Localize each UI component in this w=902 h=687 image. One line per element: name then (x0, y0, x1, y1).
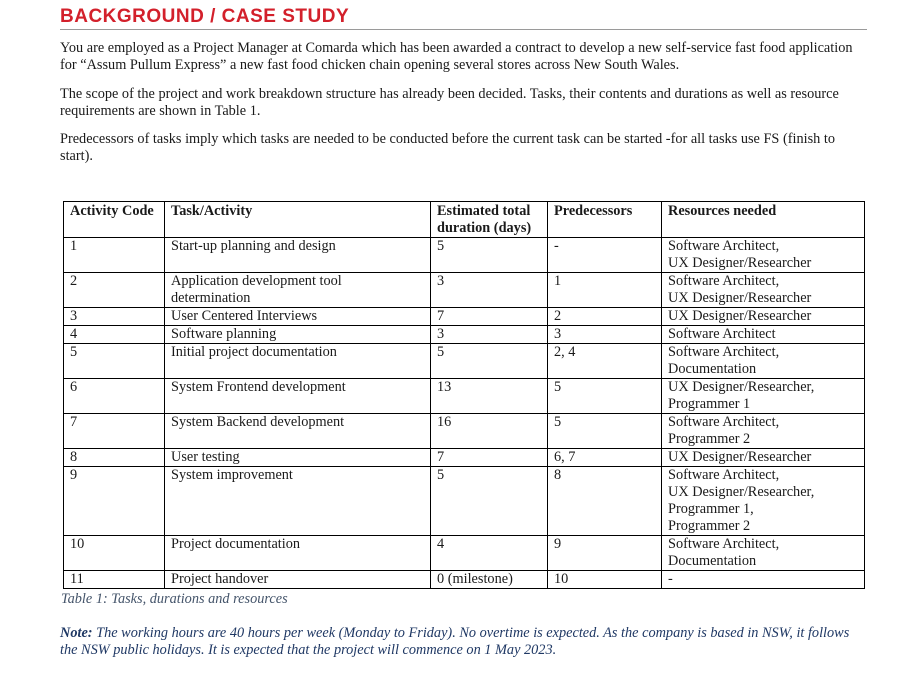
cell-activity-code: 4 (64, 326, 165, 344)
cell-activity-code: 2 (64, 273, 165, 308)
resource-line: Software Architect, (668, 344, 780, 360)
resource-line: Software Architect (668, 326, 776, 342)
cell-resources (662, 238, 865, 273)
cell-predecessors: 3 (548, 326, 662, 344)
cell-task: Application development tool determination (165, 273, 431, 308)
cell-duration: 5 (431, 238, 548, 273)
cell-duration: 7 (431, 449, 548, 467)
cell-duration: 7 (431, 308, 548, 326)
resource-line: UX Designer/Researcher, (668, 379, 815, 395)
cell-resources (662, 326, 865, 344)
note-text: The working hours are 40 hours per week (Monday to Friday). No overtime is expected. As the company is based in NSW, it follows the NSW public holidays. It is expected that the project will commence on 1 May 2023. (60, 625, 850, 658)
scope-paragraph: The scope of the project and work breakdown structure has already been decided. Tasks, their contents and durations as well as resource requirements are shown in Table 1. (60, 86, 839, 119)
resource-line: UX Designer/Researcher (668, 449, 812, 465)
cell-activity-code: 11 (64, 571, 165, 589)
cell-resources (662, 467, 865, 536)
resource-line: Documentation (668, 553, 757, 569)
table-caption: Table 1: Tasks, durations and resources (61, 591, 288, 607)
resource-line: Software Architect, (668, 467, 780, 483)
table-row (64, 536, 865, 571)
table-row (64, 238, 865, 273)
resource-line: Software Architect, (668, 536, 780, 552)
cell-activity-code: 7 (64, 414, 165, 449)
cell-duration: 5 (431, 467, 548, 536)
cell-activity-code: 3 (64, 308, 165, 326)
cell-predecessors: 1 (548, 273, 662, 308)
cell-resources (662, 536, 865, 571)
resource-line: Software Architect, (668, 273, 780, 289)
heading-divider (60, 29, 867, 30)
cell-task: Software planning (165, 326, 431, 344)
cell-predecessors: 6, 7 (548, 449, 662, 467)
cell-predecessors: - (548, 238, 662, 273)
header-task-activity: Task/Activity (165, 202, 431, 238)
table-row (64, 414, 865, 449)
table-body (64, 238, 865, 589)
cell-activity-code: 8 (64, 449, 165, 467)
cell-duration: 13 (431, 379, 548, 414)
table-row (64, 273, 865, 308)
cell-duration: 3 (431, 326, 548, 344)
cell-activity-code: 5 (64, 344, 165, 379)
cell-duration: 16 (431, 414, 548, 449)
header-predecessors: Predecessors (548, 202, 662, 238)
table-row (64, 326, 865, 344)
cell-predecessors: 9 (548, 536, 662, 571)
table-header (64, 202, 865, 238)
header-activity-code: Activity Code (64, 202, 165, 238)
resource-line: Documentation (668, 361, 757, 377)
header-row (64, 202, 865, 238)
cell-task: Initial project documentation (165, 344, 431, 379)
resource-line: UX Designer/Researcher, (668, 484, 815, 500)
table-row (64, 379, 865, 414)
cell-resources (662, 344, 865, 379)
table-row (64, 467, 865, 536)
resource-line: UX Designer/Researcher (668, 308, 812, 324)
resource-line: UX Designer/Researcher (668, 255, 812, 271)
section-heading: BACKGROUND / CASE STUDY (60, 6, 350, 27)
cell-task: User testing (165, 449, 431, 467)
resource-line: Software Architect, (668, 414, 780, 430)
table-row (64, 308, 865, 326)
cell-task: System improvement (165, 467, 431, 536)
resource-line: UX Designer/Researcher (668, 290, 812, 306)
cell-predecessors: 8 (548, 467, 662, 536)
header-resources: Resources needed (662, 202, 865, 238)
resource-line: - (668, 571, 673, 587)
cell-task: User Centered Interviews (165, 308, 431, 326)
cell-task: System Frontend development (165, 379, 431, 414)
cell-resources (662, 308, 865, 326)
header-duration: Estimated total duration (days) (431, 202, 548, 238)
table-row (64, 571, 865, 589)
cell-duration: 3 (431, 273, 548, 308)
note-paragraph (60, 625, 866, 659)
cell-predecessors: 5 (548, 379, 662, 414)
cell-resources (662, 571, 865, 589)
cell-resources (662, 379, 865, 414)
cell-task: Project documentation (165, 536, 431, 571)
cell-resources (662, 414, 865, 449)
cell-activity-code: 10 (64, 536, 165, 571)
cell-activity-code: 6 (64, 379, 165, 414)
cell-predecessors: 5 (548, 414, 662, 449)
resource-line: Programmer 1, (668, 501, 754, 517)
cell-task: Start-up planning and design (165, 238, 431, 273)
resource-line: Programmer 1 (668, 396, 751, 412)
cell-duration: 5 (431, 344, 548, 379)
cell-activity-code: 1 (64, 238, 165, 273)
cell-duration: 0 (milestone) (431, 571, 548, 589)
cell-resources (662, 449, 865, 467)
cell-predecessors: 10 (548, 571, 662, 589)
resource-line: Programmer 2 (668, 431, 751, 447)
cell-activity-code: 9 (64, 467, 165, 536)
resource-line: Programmer 2 (668, 518, 751, 534)
predecessors-paragraph: Predecessors of tasks imply which tasks are needed to be conducted before the current task can be started -for all tasks use FS (finish to start). (60, 131, 835, 164)
tasks-table (63, 201, 865, 589)
cell-predecessors: 2 (548, 308, 662, 326)
cell-resources (662, 273, 865, 308)
table-row (64, 449, 865, 467)
cell-task: Project handover (165, 571, 431, 589)
cell-predecessors: 2, 4 (548, 344, 662, 379)
cell-duration: 4 (431, 536, 548, 571)
note-label: Note: (60, 625, 93, 641)
intro-paragraph: You are employed as a Project Manager at Comarda which has been awarded a contract to develop a new self-service fast food application for “Assum Pullum Express” a new fast food chicken chain opening several stores across New South Wales. (60, 40, 853, 73)
table-row (64, 344, 865, 379)
cell-task: System Backend development (165, 414, 431, 449)
resource-line: Software Architect, (668, 238, 780, 254)
